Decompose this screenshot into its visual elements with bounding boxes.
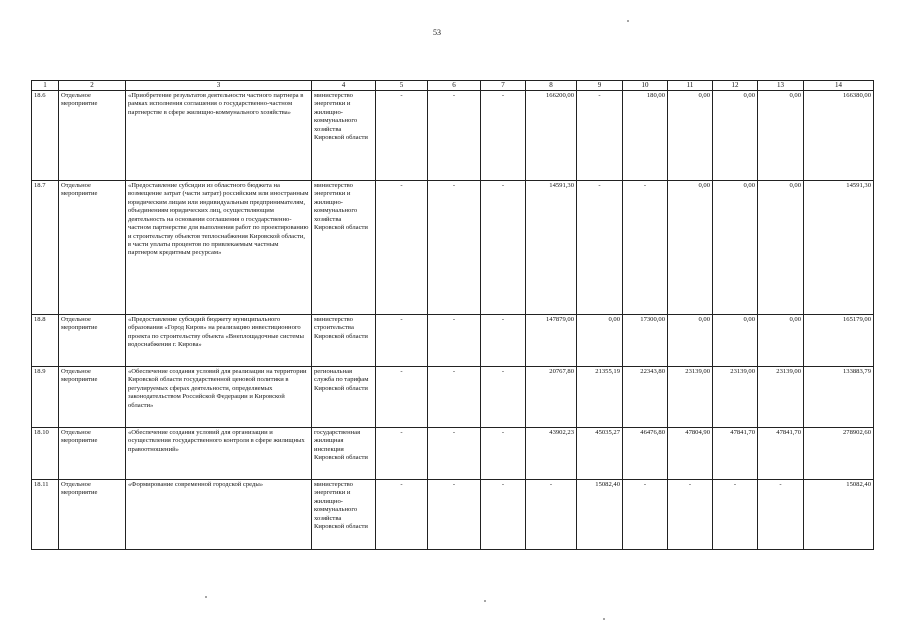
cell-value: -	[428, 366, 481, 427]
cell-value: -	[428, 90, 481, 180]
scan-speck	[484, 600, 486, 602]
cell-value: -	[428, 314, 481, 366]
row-executor: региональная служба по тарифам Кировской области	[312, 366, 376, 427]
cell-value: -	[376, 479, 428, 549]
cell-value: -	[376, 366, 428, 427]
cell-value: -	[481, 90, 526, 180]
cell-value: 14591,30	[526, 180, 577, 314]
cell-value: -	[481, 479, 526, 549]
cell-value: -	[481, 314, 526, 366]
cell-value: 22343,80	[623, 366, 668, 427]
table-row	[32, 479, 874, 549]
table-row	[32, 366, 874, 427]
cell-value: -	[481, 366, 526, 427]
cell-value: 0,00	[758, 314, 804, 366]
cell-value: 0,00	[668, 180, 713, 314]
row-type: Отдельное мероприятие	[59, 366, 126, 427]
row-number: 18.6	[32, 90, 59, 180]
cell-total: 165179,00	[804, 314, 874, 366]
cell-value: -	[668, 479, 713, 549]
cell-value: 0,00	[758, 90, 804, 180]
row-name: «Предоставление субсидий бюджету муниципального образования «Город Киров» на реализацию инвестиционного проекта по строительству объекта «Внеплощадочные системы водоснабжения г. Кирова»	[126, 314, 312, 366]
column-header: 2	[59, 81, 126, 91]
cell-value: -	[526, 479, 577, 549]
row-number: 18.8	[32, 314, 59, 366]
scan-speck	[627, 20, 629, 22]
cell-value: 0,00	[713, 90, 758, 180]
cell-value: 0,00	[577, 314, 623, 366]
scan-speck	[205, 596, 207, 598]
row-name: «Формирование современной городской среды»	[126, 479, 312, 549]
header-row	[32, 81, 874, 91]
cell-value: -	[428, 479, 481, 549]
cell-value: 23139,00	[758, 366, 804, 427]
cell-value: -	[577, 90, 623, 180]
cell-value: 20767,80	[526, 366, 577, 427]
cell-value: -	[758, 479, 804, 549]
row-type: Отдельное мероприятие	[59, 314, 126, 366]
cell-value: 23139,00	[668, 366, 713, 427]
row-number: 18.11	[32, 479, 59, 549]
cell-value: -	[623, 180, 668, 314]
cell-value: -	[713, 479, 758, 549]
row-type: Отдельное мероприятие	[59, 90, 126, 180]
row-executor: министерство энергетики и жилищно-коммунального хозяйства Кировской области	[312, 90, 376, 180]
cell-value: 23139,00	[713, 366, 758, 427]
cell-value: 15082,40	[577, 479, 623, 549]
cell-value: -	[428, 180, 481, 314]
column-header: 13	[758, 81, 804, 91]
row-name: «Обеспечение создания условий для реализации на территории Кировской области государственной ценовой политики в регулируемых сферах деятельности, определяемых законодательством Российской Федерации и Кировской области»	[126, 366, 312, 427]
cell-value: -	[481, 180, 526, 314]
page-number: 53	[433, 28, 441, 37]
column-header: 10	[623, 81, 668, 91]
cell-value: -	[481, 427, 526, 479]
cell-total: 133883,79	[804, 366, 874, 427]
scan-speck	[603, 618, 605, 620]
cell-value: 0,00	[668, 314, 713, 366]
row-executor: министерство строительства Кировской области	[312, 314, 376, 366]
cell-value: 47841,70	[758, 427, 804, 479]
cell-value: -	[577, 180, 623, 314]
column-header: 8	[526, 81, 577, 91]
column-header: 5	[376, 81, 428, 91]
column-header: 9	[577, 81, 623, 91]
column-header: 6	[428, 81, 481, 91]
row-number: 18.7	[32, 180, 59, 314]
cell-value: 166200,00	[526, 90, 577, 180]
row-number: 18.9	[32, 366, 59, 427]
table-row	[32, 427, 874, 479]
row-executor: государственная жилищная инспекция Кировской области	[312, 427, 376, 479]
cell-value: 47804,90	[668, 427, 713, 479]
cell-value: 17300,00	[623, 314, 668, 366]
column-header: 3	[126, 81, 312, 91]
cell-total: 278902,60	[804, 427, 874, 479]
cell-value: -	[376, 180, 428, 314]
row-executor: министерство энергетики и жилищно-коммунального хозяйства Кировской области	[312, 180, 376, 314]
table-row	[32, 180, 874, 314]
cell-value: 47841,70	[713, 427, 758, 479]
row-number: 18.10	[32, 427, 59, 479]
cell-value: -	[623, 479, 668, 549]
row-type: Отдельное мероприятие	[59, 427, 126, 479]
cell-value: -	[376, 90, 428, 180]
cell-value: 0,00	[713, 314, 758, 366]
table-row	[32, 314, 874, 366]
cell-value: 0,00	[713, 180, 758, 314]
table-row	[32, 90, 874, 180]
column-header: 12	[713, 81, 758, 91]
cell-value: -	[376, 427, 428, 479]
cell-value: 180,00	[623, 90, 668, 180]
column-header: 4	[312, 81, 376, 91]
column-header: 14	[804, 81, 874, 91]
cell-value: 0,00	[668, 90, 713, 180]
cell-value: 21355,19	[577, 366, 623, 427]
column-header: 7	[481, 81, 526, 91]
cell-value: -	[428, 427, 481, 479]
cell-value: 0,00	[758, 180, 804, 314]
row-type: Отдельное мероприятие	[59, 479, 126, 549]
row-name: «Приобретение результатов деятельности частного партнера в рамках исполнения соглашения о государственно-частном партнерстве в сфере жилищно-коммунального хозяйства»	[126, 90, 312, 180]
cell-total: 14591,30	[804, 180, 874, 314]
row-type: Отдельное мероприятие	[59, 180, 126, 314]
column-header: 1	[32, 81, 59, 91]
row-executor: министерство энергетики и жилищно-коммунального хозяйства Кировской области	[312, 479, 376, 549]
cell-total: 166380,00	[804, 90, 874, 180]
cell-value: 43902,23	[526, 427, 577, 479]
budget-table	[31, 80, 874, 550]
cell-value: 147879,00	[526, 314, 577, 366]
cell-value: -	[376, 314, 428, 366]
cell-value: 46476,80	[623, 427, 668, 479]
column-header: 11	[668, 81, 713, 91]
cell-value: 45035,27	[577, 427, 623, 479]
row-name: «Обеспечение создания условий для организации и осуществления государственного контроля в сфере жилищных правоотношений»	[126, 427, 312, 479]
cell-total: 15082,40	[804, 479, 874, 549]
row-name: «Предоставление субсидии из областного бюджета на возмещение затрат (части затрат) российским или иностранным юридическим лицам или индивидуальным предпринимателям, объединениям юридических лиц, осуществляющим деятельность на основании соглашения о государственно-частном партнерстве для выполнения работ по проектированию и строительству объектов теплоснабжения Кировской области, в части уплаты процентов по привлекаемым частным партнером кредитным ресурсам»	[126, 180, 312, 314]
